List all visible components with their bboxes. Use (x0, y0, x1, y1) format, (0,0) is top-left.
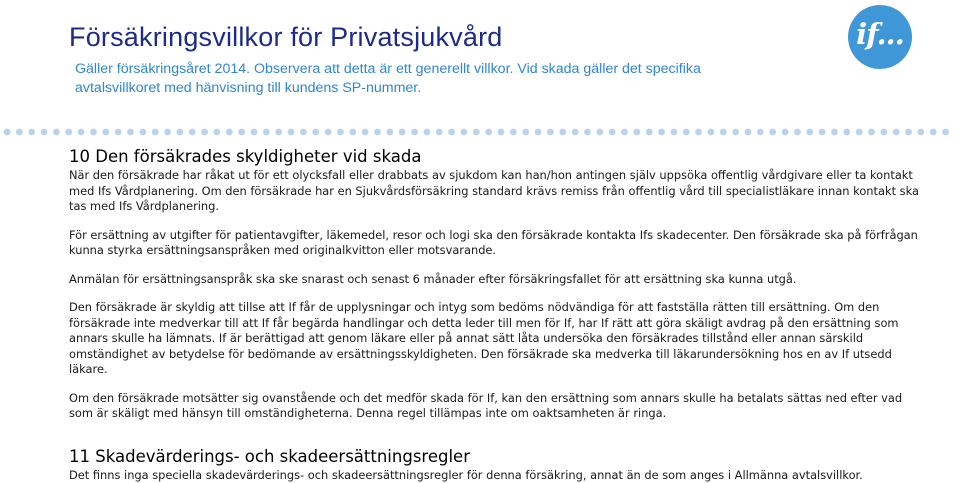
divider-dot (646, 129, 653, 136)
section-10-paragraph-2: För ersättning av utgifter för patientavgifter, läkemedel, resor och logi ska den försäkrade kontakta Ifs skadecenter. Den försäkrade ska på förfrågan kunna styrka ersättningsanspråken med originalkvitton eller motsvarande. (69, 228, 929, 259)
section-10-paragraph-3: Anmälan för ersättningsanspråk ska ske snarast och senast 6 månader efter försäkringsfallet för att ersättning ska kunna utgå. (69, 272, 929, 288)
divider-dot (41, 129, 48, 136)
divider-dot (609, 129, 616, 136)
divider-dot (856, 129, 863, 136)
divider-dot (819, 129, 826, 136)
divider-dot (325, 129, 332, 136)
divider-dot (238, 129, 245, 136)
divider-dot (621, 129, 628, 136)
divider-dot (152, 129, 159, 136)
divider-dot (720, 129, 727, 136)
divider-dot (349, 129, 356, 136)
divider-dot (708, 129, 715, 136)
divider-dot (868, 129, 875, 136)
divider-dot (905, 129, 912, 136)
divider-dot (918, 129, 925, 136)
divider-dot (201, 129, 208, 136)
section-10-paragraph-1: När den försäkrade har råkat ut för ett olycksfall eller drabbats av sjukdom kan han/hon antingen själv uppsöka offentlig vårdgivare eller ta kontakt med Ifs Vårdplanering. Om den försäkrade har en Sjukvårdsförsäkring standard krävs remiss från offentlig vård till specialistläkare innan kontakt ska tas med Ifs Vårdplanering. (69, 168, 929, 215)
divider-dot (695, 129, 702, 136)
divider-dot (794, 129, 801, 136)
divider-dot (386, 129, 393, 136)
divider-dot (473, 129, 480, 136)
divider-dot (461, 129, 468, 136)
document-title: Försäkringsvillkor för Privatsjukvård (69, 22, 503, 53)
divider-dot (127, 129, 134, 136)
divider-dot (90, 129, 97, 136)
divider-dot (806, 129, 813, 136)
divider-dot (411, 129, 418, 136)
divider-dot (115, 129, 122, 136)
divider-dot (510, 129, 517, 136)
divider-dot (843, 129, 850, 136)
divider-dot (559, 129, 566, 136)
section-11-heading: 11 Skadevärderings- och skadeersättningsregler (69, 446, 929, 468)
divider-dot (547, 129, 554, 136)
document-body (69, 146, 929, 483)
divider-dot (399, 129, 406, 136)
if-logo (848, 5, 912, 69)
divider-dot (782, 129, 789, 136)
document-subtitle: Gäller försäkringsåret 2014. Observera att detta är ett generellt villkor. Vid skada gäller det specifika avtalsvillkoret med hänvisning till kundens SP-nummer. (75, 60, 775, 98)
divider-dot (485, 129, 492, 136)
divider-dot (28, 129, 35, 136)
divider-dot (769, 129, 776, 136)
divider-dot (448, 129, 455, 136)
divider-dot (78, 129, 85, 136)
divider-dot (671, 129, 678, 136)
divider-dot (362, 129, 369, 136)
divider-dot (275, 129, 282, 136)
divider-dot (102, 129, 109, 136)
section-10-heading: 10 Den försäkrades skyldigheter vid skada (69, 146, 929, 168)
divider-dot (831, 129, 838, 136)
divider-dot (214, 129, 221, 136)
divider-dot (658, 129, 665, 136)
dotted-divider (3, 126, 957, 138)
section-10-paragraph-5: Om den försäkrade motsätter sig ovanstående och det medför skada för If, kan den ersättning som annars skulle ha betalats sättas ned efter vad som är skäligt med hänsyn till omständigheterna. Denna regel tillämpas inte om oaktsamheten är ringa. (69, 391, 929, 422)
divider-dot (300, 129, 307, 136)
divider-dot (424, 129, 431, 136)
divider-dot (584, 129, 591, 136)
divider-dot (893, 129, 900, 136)
divider-dot (732, 129, 739, 136)
divider-dot (942, 129, 949, 136)
divider-dot (522, 129, 529, 136)
divider-dot (288, 129, 295, 136)
divider-dot (535, 129, 542, 136)
divider-dot (498, 129, 505, 136)
divider-dot (374, 129, 381, 136)
logo-text: if... (848, 17, 912, 51)
divider-dot (251, 129, 258, 136)
divider-dot (65, 129, 72, 136)
divider-dot (436, 129, 443, 136)
divider-dot (53, 129, 60, 136)
divider-dot (337, 129, 344, 136)
divider-dot (745, 129, 752, 136)
section-10-paragraph-4: Den försäkrade är skyldig att tillse att If får de upplysningar och intyg som bedöms nödvändiga för att fastställa rätten till ersättning. Om den försäkrade inte medverkar till att If får begärda handlingar och detta leder till men för If, har If rätt att göra skäligt avdrag på den ersättning som annars skulle ha lämnats. If är berättigad att genom läkare eller på annat sätt låta undersöka den försäkrades tillstånd eller annan särskild omständighet av betydelse för bedömande av ersättningsskyldigheten. Den försäkrade ska medverka till läkarundersökning hos en av If utsedd läkare. (69, 300, 929, 378)
divider-dot (683, 129, 690, 136)
divider-dot (4, 129, 11, 136)
divider-dot (572, 129, 579, 136)
divider-dot (633, 129, 640, 136)
divider-dot (596, 129, 603, 136)
divider-dot (16, 129, 23, 136)
divider-dot (312, 129, 319, 136)
divider-dot (189, 129, 196, 136)
divider-dot (263, 129, 270, 136)
divider-dot (139, 129, 146, 136)
divider-dot (226, 129, 233, 136)
section-11-paragraph-1: Det finns inga speciella skadevärderings- och skadeersättningsregler för denna försäkring, annat än de som anges i Allmänna avtalsvillkor. (69, 468, 929, 483)
divider-dot (757, 129, 764, 136)
divider-dot (880, 129, 887, 136)
divider-dot (177, 129, 184, 136)
divider-dot (930, 129, 937, 136)
divider-dot (164, 129, 171, 136)
